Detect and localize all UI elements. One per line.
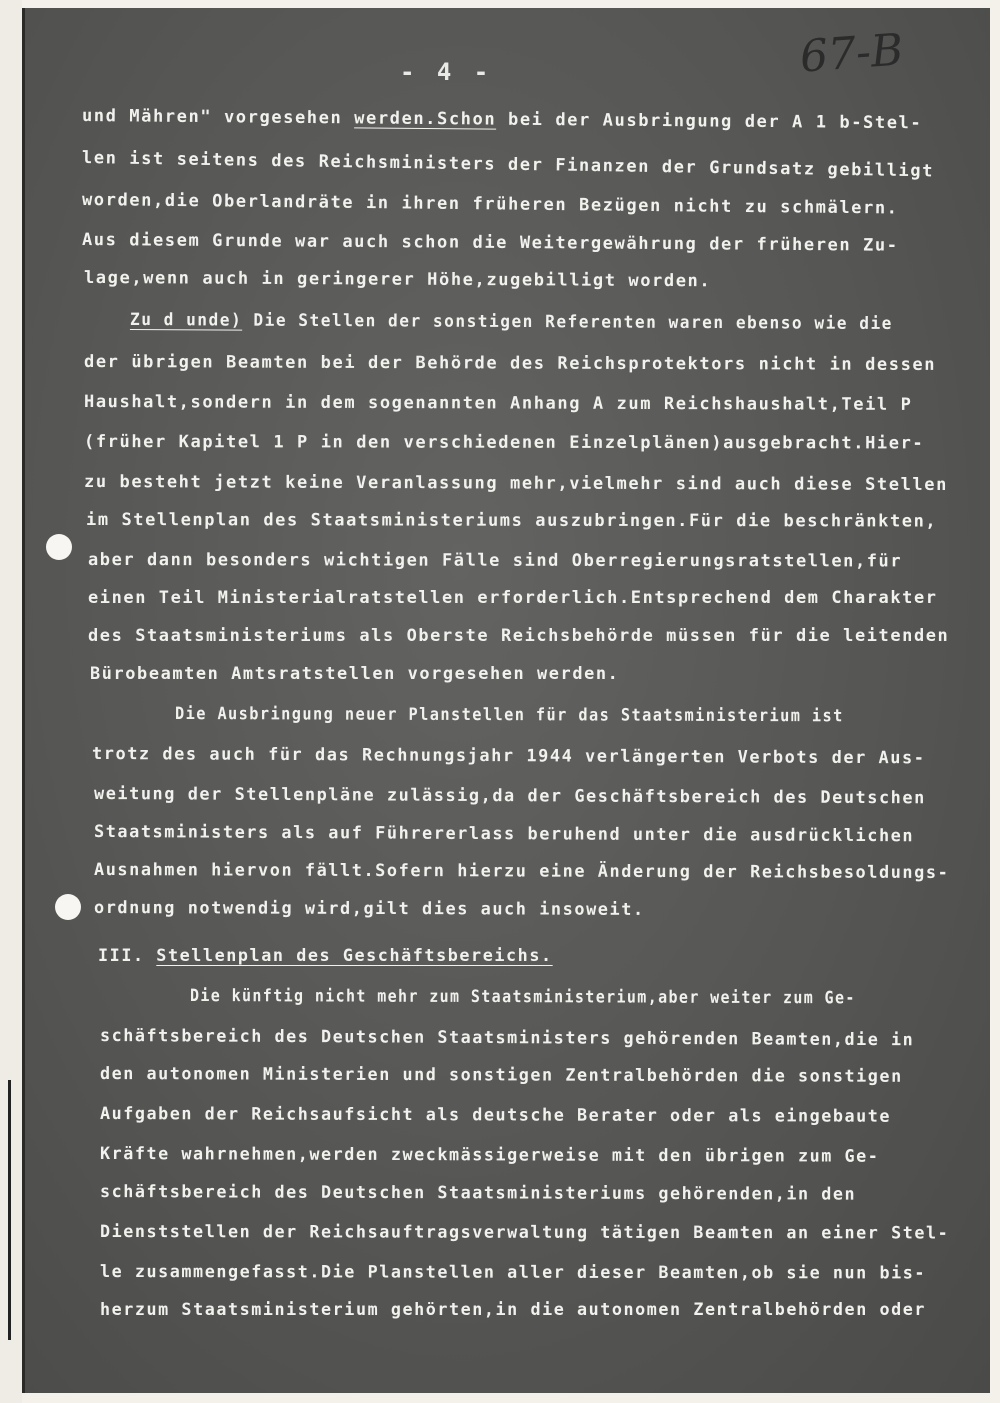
paper-margin-right xyxy=(990,0,1000,1403)
text-line: Die künftig nicht mehr zum Staatsministerium,aber weiter zum Ge- xyxy=(189,986,856,1009)
page-number: - 4 - xyxy=(400,58,493,86)
text-line: einen Teil Ministerialratstellen erforderlich.Entsprechend dem Charakter xyxy=(88,588,938,608)
text-line: herzum Staatsministerium gehörten,in die autonomen Zentralbehörden oder xyxy=(100,1300,926,1320)
text-line: Aus diesem Grunde war auch schon die Weitergewährung der früheren Zu- xyxy=(81,230,899,256)
paper-margin-left xyxy=(0,0,22,1403)
text-line: schäftsbereich des Deutschen Staatsministeriums gehörenden,in den xyxy=(99,1182,857,1205)
text-line: zu besteht jetzt keine Veranlassung mehr,vielmehr sind auch diese Stellen xyxy=(83,472,948,496)
punch-hole-top xyxy=(46,534,72,560)
text-line: der übrigen Beamten bei der Behörde des Reichsprotektors nicht in dessen xyxy=(83,352,937,375)
text-line: Staatsministers als auf Führererlass beruhend unter die ausdrücklichen xyxy=(93,822,915,847)
adjacent-page-edge xyxy=(8,1080,11,1340)
text-line: und Mähren" vorgesehen werden.Schon bei der Ausbringung der A 1 b-Stel- xyxy=(81,106,923,134)
text-line: Zu d unde) Die Stellen der sonstigen Referenten waren ebenso wie die xyxy=(129,310,893,334)
archive-mark-handwritten: 67-B xyxy=(798,24,905,83)
text-line: Haushalt,sondern in dem sogenannten Anhang A zum Reichshaushalt,Teil P xyxy=(83,392,913,415)
text-line: lage,wenn auch in geringerer Höhe,zugebilligt worden. xyxy=(83,268,712,292)
text-line: schäftsbereich des Deutschen Staatsministers gehörenden Beamten,die in xyxy=(99,1026,915,1051)
text-line: Aufgaben der Reichsaufsicht als deutsche Berater oder als eingebaute xyxy=(99,1104,892,1127)
text-line: Bürobeamten Amtsratstellen vorgesehen werden. xyxy=(90,664,620,684)
text-line: den autonomen Ministerien und sonstigen Zentralbehörden die sonstigen xyxy=(99,1064,903,1087)
text-line: im Stellenplan des Staatsministeriums auszubringen.Für die beschränkten, xyxy=(85,510,938,532)
text-line: weitung der Stellenpläne zulässig,da der Geschäftsbereich des Deutschen xyxy=(93,784,926,809)
text-line: Kräfte wahrnehmen,werden zweckmässigerweise mit den übrigen zum Ge- xyxy=(99,1144,880,1167)
text-line: aber dann besonders wichtigen Fälle sind Oberregierungsratstellen,für xyxy=(87,550,903,572)
text-line: des Staatsministeriums als Oberste Reichsbehörde müssen für die leitenden xyxy=(88,626,950,646)
text-line: trotz des auch für das Rechnungsjahr 1944 verlängerten Verbots der Aus- xyxy=(91,744,926,769)
text-line: Dienststellen der Reichsauftragsverwaltung tätigen Beamten an einer Stel- xyxy=(99,1222,950,1244)
text-line: ordnung notwendig wird,gilt dies auch insoweit. xyxy=(93,898,645,920)
text-line: (früher Kapitel 1 P in den verschiedenen Einzelplänen)ausgebracht.Hier- xyxy=(83,432,925,454)
text-line: len ist seitens des Reichsministers der Finanzen der Grundsatz gebilligt xyxy=(81,148,935,182)
text-line: Die Ausbringung neuer Planstellen für das Staatsministerium ist xyxy=(174,704,844,727)
text-line: Ausnahmen hiervon fällt.Sofern hierzu eine Änderung der Reichsbesoldungs- xyxy=(93,860,950,883)
section-heading: III. Stellenplan des Geschäftsbereichs. xyxy=(98,946,553,966)
text-line: le zusammengefasst.Die Planstellen aller dieser Beamten,ob sie nun bis- xyxy=(99,1262,927,1284)
punch-hole-bottom xyxy=(55,894,81,920)
text-line: worden,die Oberlandräte in ihren früheren Bezügen nicht zu schmälern. xyxy=(81,190,899,219)
